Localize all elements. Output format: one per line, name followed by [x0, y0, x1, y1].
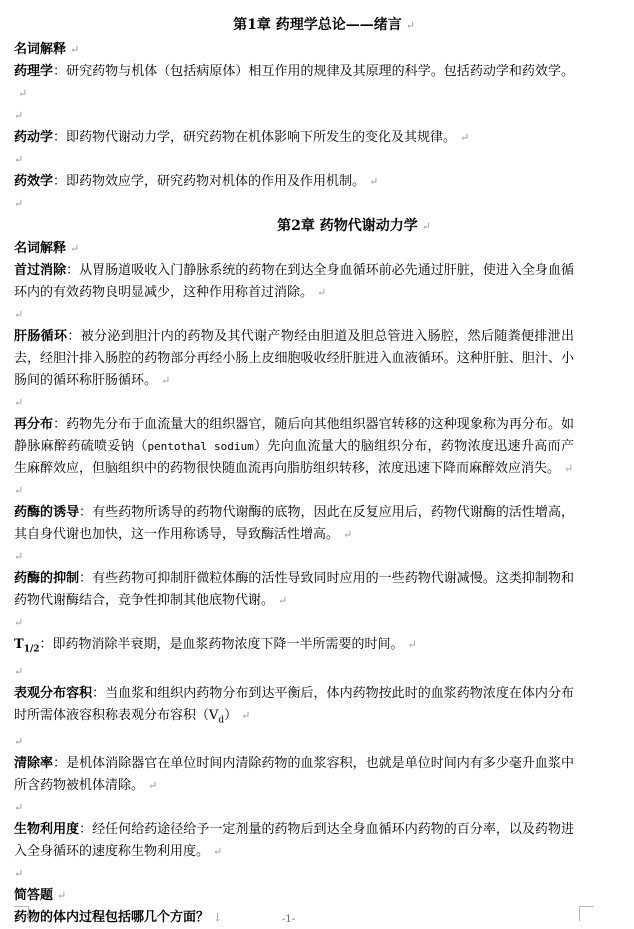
paragraph-mark-icon: ↵	[18, 87, 28, 100]
paragraph-mark-icon: ↵	[14, 484, 24, 497]
paragraph-mark-icon: ↵	[421, 220, 431, 233]
blank-line	[14, 612, 574, 634]
paragraph-mark-icon: ↵	[148, 779, 158, 793]
definition-enzyme-induction: 药酶的诱导：有些药物所诱导的药物代谢酶的底物，因此在反复应用后，药物代谢酶的活性增高，其自身代谢也加快，这一作用称诱导，导致酶活性增高。 ↵	[14, 505, 574, 542]
blank-line	[14, 480, 574, 502]
blank-line	[14, 797, 574, 819]
paragraph-mark-icon: ↵	[317, 286, 327, 299]
definition-enzyme-inhibition: 药酶的抑制：有些药物可抑制肝微粒体酶的活性导致同时应用的一些药物代谢减慢。这类抑制物和药物代谢酶结合，竞争性抑制其他底物代谢。 ↵	[14, 571, 574, 608]
paragraph-mark-icon: ↵	[14, 735, 24, 749]
blank-line	[14, 546, 574, 568]
paragraph-mark-icon: ↵	[564, 462, 574, 475]
paragraph-mark-icon: ↵	[57, 889, 67, 903]
paragraph-mark-icon: ↵	[241, 708, 251, 722]
blank-line	[14, 149, 574, 171]
chapter-1-title: 第1章 药理学总论——绪言 ↵	[233, 17, 415, 33]
blank-line	[14, 304, 574, 326]
page-corner-mark	[14, 906, 29, 921]
blank-line	[14, 731, 574, 753]
paragraph-mark-icon: ↵	[14, 197, 24, 210]
definition-bioavailability: 生物利用度：经任何给药途径给予一定剂量的药物后到达全身血循环内药物的百分率，以及药物进入全身循环的速度称生物利用度。 ↵	[14, 822, 574, 860]
definition-pharmacokinetics: 药动学：即药物代谢动力学，研究药物在机体影响下所发生的变化及其规律。 ↵	[14, 130, 470, 145]
short-answer-heading: 简答题 ↵	[14, 888, 67, 904]
blank-line	[14, 661, 574, 683]
definition-clearance: 清除率：是机体消除器官在单位时间内清除药物的血浆容积，也就是单位时间内有多少毫升血浆中所含药物被机体清除。 ↵	[14, 756, 574, 794]
paragraph-mark-icon: ↵	[407, 638, 417, 651]
blank-line	[14, 863, 574, 885]
paragraph-mark-icon: ↵	[14, 616, 24, 629]
definition-enterohepatic: 肝肠循环：被分泌到胆汁内的药物及其代谢产物经由胆道及胆总管进入肠腔，然后随粪便排泄出去，经胆汁排入肠腔的药物部分再经小肠上皮细胞吸收经肝脏进入血液循环。这种肝脏、胆汁、小肠间的循环称肝肠循环。 ↵	[14, 329, 574, 388]
chapter-2-title: 第2章 药物代谢动力学 ↵	[277, 218, 431, 234]
document-body	[14, 14, 574, 929]
definition-pharmacology: 药理学：研究药物与机体（包括病原体）相互作用的规律及其原理的科学。包括药动学和药效学。↵	[14, 64, 574, 100]
definition-volume-of-distribution: 表观分布容积：当血浆和组织内药物分布到达平衡后，体内药物按此时的血浆药物浓度在体内分布时所需体液容积称表观分布容积$(V_d)$ ↵	[14, 685, 574, 726]
paragraph-mark-icon: ↵	[405, 19, 415, 32]
paragraph-mark-icon: ↵	[14, 664, 24, 678]
paragraph-mark-icon: ↵	[14, 867, 24, 881]
definition-redistribution: 再分布：药物先分布于血流量大的组织器官，随后向其他组织器官转移的这种现象称为再分布。如静脉麻醉药硫喷妥钠（pentothal sodium）先向血流量大的脑组织分布，药物浓度迅速升高而产生麻醉效应，但脑组织中的药物很快随血流再向脂肪组织转移，浓度迅速下降而麻醉效应消失。 ↵	[14, 417, 574, 476]
paragraph-mark-icon: ↵	[343, 528, 353, 541]
paragraph-mark-icon: ↵	[369, 175, 379, 188]
section-heading: 名词解释 ↵	[14, 241, 80, 256]
paragraph-mark-icon: ↵	[14, 308, 24, 321]
paragraph-mark-icon: ↵	[278, 594, 288, 607]
paragraph-mark-icon: ↵	[14, 109, 24, 122]
paragraph-mark-icon: ↵	[460, 131, 470, 144]
question-text: 药物的体内过程包括哪几个方面？ ↓	[14, 910, 223, 926]
paragraph-mark-icon: ↵	[14, 550, 24, 563]
page-number: -1-	[282, 914, 296, 925]
section-heading: 名词解释 ↵	[14, 42, 80, 57]
page-corner-mark	[579, 906, 594, 921]
line-break-icon: ↓	[213, 911, 223, 925]
paragraph-mark-icon: ↵	[14, 153, 24, 166]
definition-half-life: $T_{1/2}$：即药物消除半衰期，是血浆药物浓度下降一半所需要的时间。 ↵	[14, 637, 417, 655]
definition-first-pass: 首过消除：从胃肠道吸收入门静脉系统的药物在到达全身血循环前必先通过肝脏，使进入全身血循环内的有效药物良明显减少，这种作用称首过消除。 ↵	[14, 263, 574, 300]
paragraph-mark-icon: ↵	[14, 801, 24, 815]
blank-line	[14, 105, 574, 127]
definition-pharmacodynamics: 药效学：即药物效应学，研究药物对机体的作用及作用机制。 ↵	[14, 174, 379, 189]
paragraph-mark-icon: ↵	[161, 374, 171, 387]
blank-line	[14, 193, 574, 215]
paragraph-mark-icon: ↵	[70, 242, 80, 255]
paragraph-mark-icon: ↵	[14, 396, 24, 409]
blank-line	[14, 392, 574, 414]
paragraph-mark-icon: ↵	[213, 845, 223, 859]
paragraph-mark-icon: ↵	[70, 43, 80, 56]
